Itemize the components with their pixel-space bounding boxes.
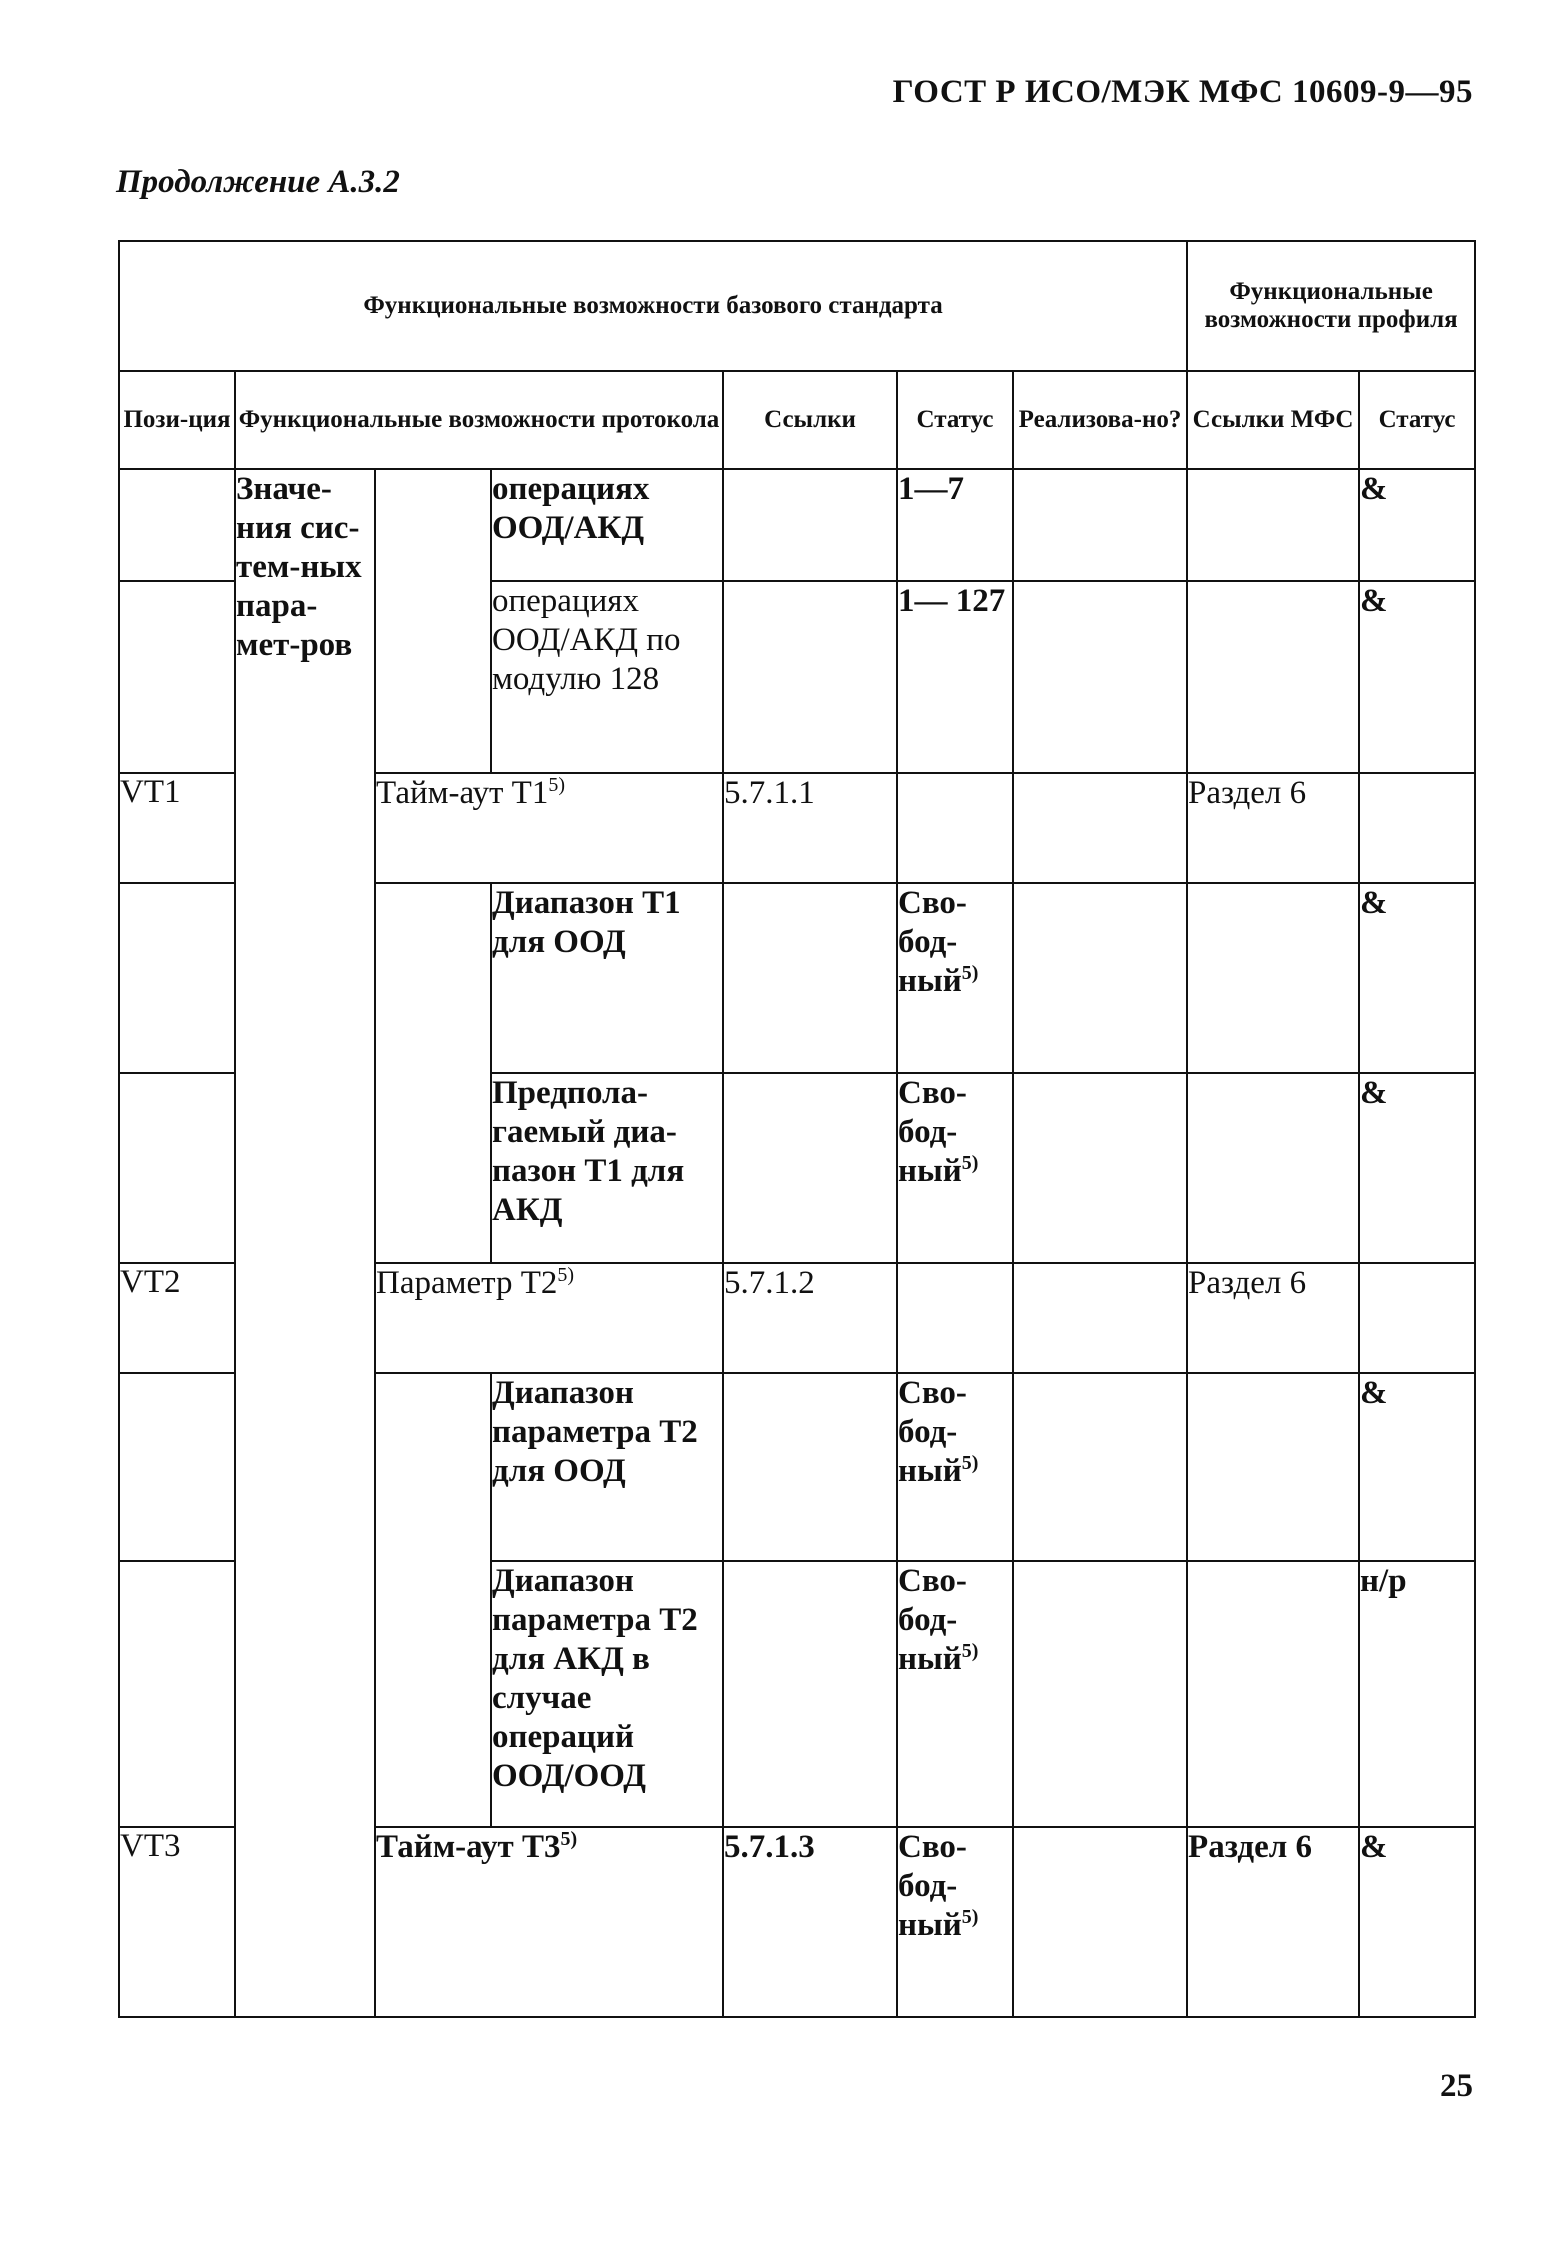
col-implemented-header: Реализова-но? bbox=[1013, 371, 1187, 469]
profile-status-cell bbox=[1359, 773, 1475, 883]
group-base-header: Функциональные возможности базового стандарта bbox=[119, 241, 1187, 371]
refs-cell bbox=[723, 581, 897, 773]
page-number: 25 bbox=[1440, 2068, 1473, 2104]
profile-status-cell: н/р bbox=[1359, 1561, 1475, 1827]
capability-cell: Диапазон T1 для ООД bbox=[491, 883, 723, 1073]
mfs-refs-cell bbox=[1187, 1373, 1359, 1561]
refs-cell: 5.7.1.1 bbox=[723, 773, 897, 883]
implemented-cell bbox=[1013, 1073, 1187, 1263]
position-cell bbox=[119, 1373, 235, 1561]
implemented-cell bbox=[1013, 1561, 1187, 1827]
col-position-header: Пози-ция bbox=[119, 371, 235, 469]
implemented-cell bbox=[1013, 773, 1187, 883]
profile-status-cell: & bbox=[1359, 469, 1475, 581]
refs-cell bbox=[723, 1373, 897, 1561]
position-cell: VT3 bbox=[119, 1827, 235, 2017]
mfs-refs-cell bbox=[1187, 581, 1359, 773]
mfs-refs-cell bbox=[1187, 469, 1359, 581]
capability-cell: Тайм-аут T1$^{5)}$ bbox=[375, 773, 723, 883]
status-cell: Сво-бод-ный$^{5)}$ bbox=[897, 1561, 1013, 1827]
position-cell bbox=[119, 883, 235, 1073]
status-cell: Сво-бод-ный$^{5)}$ bbox=[897, 1827, 1013, 2017]
mfs-refs-cell bbox=[1187, 1561, 1359, 1827]
refs-cell bbox=[723, 1561, 897, 1827]
refs-cell: 5.7.1.3 bbox=[723, 1827, 897, 2017]
col-refs-header: Ссылки bbox=[723, 371, 897, 469]
col-status-header: Статус bbox=[897, 371, 1013, 469]
refs-cell bbox=[723, 469, 897, 581]
implemented-cell bbox=[1013, 581, 1187, 773]
mfs-refs-cell: Раздел 6 bbox=[1187, 773, 1359, 883]
profile-status-cell bbox=[1359, 1263, 1475, 1373]
implemented-cell bbox=[1013, 1263, 1187, 1373]
refs-cell bbox=[723, 1073, 897, 1263]
capability-cell: операциях ООД/АКД по модулю 128 bbox=[491, 581, 723, 773]
mfs-refs-cell: Раздел 6 bbox=[1187, 1827, 1359, 2017]
position-cell bbox=[119, 469, 235, 581]
capability-cell: Тайм-аут T3$^{5)}$ bbox=[375, 1827, 723, 2017]
position-cell bbox=[119, 1561, 235, 1827]
implemented-cell bbox=[1013, 1827, 1187, 2017]
position-cell: VT1 bbox=[119, 773, 235, 883]
status-cell: Сво-бод-ный$^{5)}$ bbox=[897, 1073, 1013, 1263]
mfs-refs-cell bbox=[1187, 883, 1359, 1073]
spacer-cell bbox=[375, 469, 491, 773]
capability-cell: Диапазон параметра T2 для ООД bbox=[491, 1373, 723, 1561]
refs-cell bbox=[723, 883, 897, 1073]
capability-cell: Параметр T2$^{5)}$ bbox=[375, 1263, 723, 1373]
col-profile-status-header: Статус bbox=[1359, 371, 1475, 469]
implemented-cell bbox=[1013, 1373, 1187, 1561]
profile-status-cell: & bbox=[1359, 1073, 1475, 1263]
capabilities-table bbox=[118, 240, 1476, 2018]
mfs-refs-cell bbox=[1187, 1073, 1359, 1263]
status-cell bbox=[897, 773, 1013, 883]
spacer-cell bbox=[375, 883, 491, 1263]
refs-cell: 5.7.1.2 bbox=[723, 1263, 897, 1373]
position-cell: VT2 bbox=[119, 1263, 235, 1373]
profile-status-cell: & bbox=[1359, 1827, 1475, 2017]
document-header: ГОСТ Р ИСО/МЭК МФС 10609-9—95 bbox=[892, 74, 1473, 110]
profile-status-cell: & bbox=[1359, 581, 1475, 773]
implemented-cell bbox=[1013, 469, 1187, 581]
continuation-label: Продолжение А.3.2 bbox=[116, 164, 400, 200]
col-capability-header: Функциональные возможности протокола bbox=[235, 371, 723, 469]
mfs-refs-cell: Раздел 6 bbox=[1187, 1263, 1359, 1373]
status-cell: Сво-бод-ный$^{5)}$ bbox=[897, 883, 1013, 1073]
col-mfs-refs-header: Ссылки МФС bbox=[1187, 371, 1359, 469]
profile-status-cell: & bbox=[1359, 1373, 1475, 1561]
implemented-cell bbox=[1013, 883, 1187, 1073]
group-profile-header: Функциональные возможности профиля bbox=[1187, 241, 1475, 371]
status-cell: Сво-бод-ный$^{5)}$ bbox=[897, 1373, 1013, 1561]
status-cell bbox=[897, 1263, 1013, 1373]
spacer-cell bbox=[375, 1373, 491, 1827]
position-cell bbox=[119, 1073, 235, 1263]
table-row bbox=[119, 469, 1475, 581]
status-cell: 1—7 bbox=[897, 469, 1013, 581]
position-cell bbox=[119, 581, 235, 773]
capability-cell: Предпола-гаемый диа-пазон T1 для АКД bbox=[491, 1073, 723, 1263]
capability-cell: операциях ООД/АКД bbox=[491, 469, 723, 581]
capability-cell: Диапазон параметра T2 для АКД в случае операций ООД/ООД bbox=[491, 1561, 723, 1827]
profile-status-cell: & bbox=[1359, 883, 1475, 1073]
status-cell: 1— 127 bbox=[897, 581, 1013, 773]
system-params-label: Значе-ния сис-тем-ных пара-мет-ров bbox=[235, 469, 375, 2017]
